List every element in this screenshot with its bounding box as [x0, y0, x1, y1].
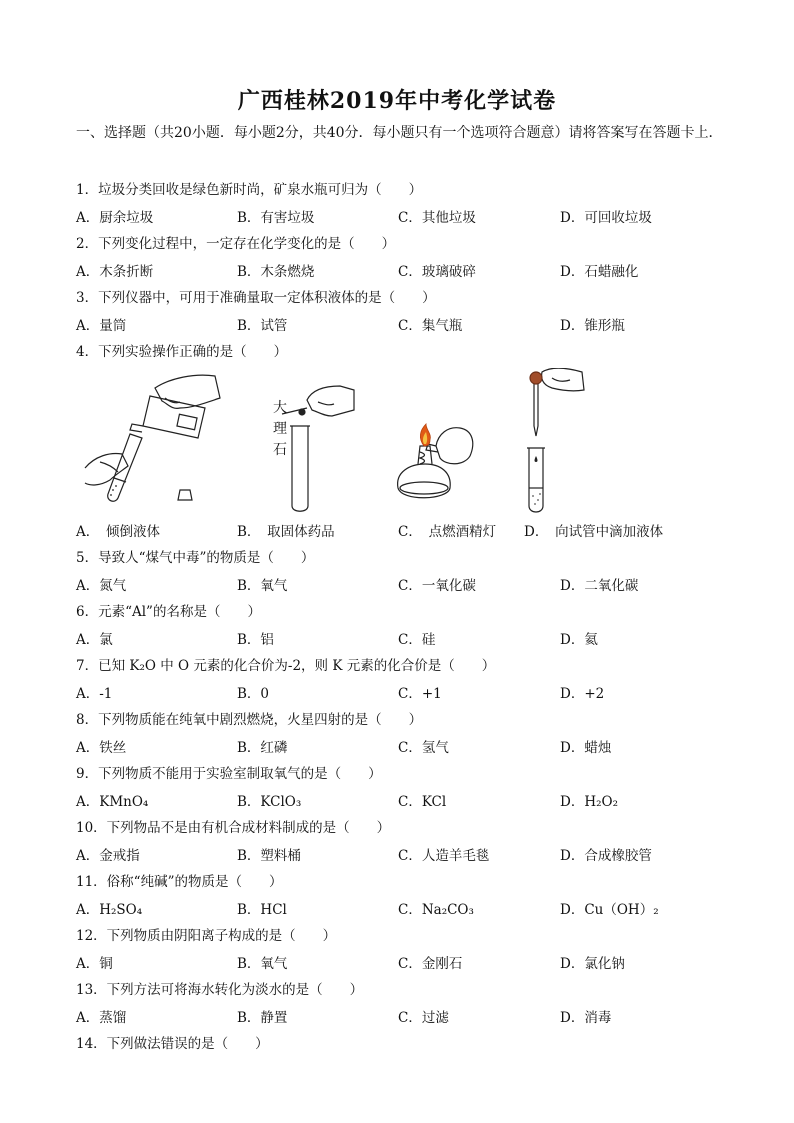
- question-options-11: [76, 898, 736, 918]
- question-stem-14: 14．下列做法错误的是（ ）: [76, 1036, 269, 1052]
- option-c: C．+1: [398, 686, 442, 702]
- question-stem-4: 4．下列实验操作正确的是（ ）: [76, 344, 288, 360]
- option-c: C．一氧化碳: [398, 578, 476, 594]
- question-options-2: [76, 260, 736, 280]
- question-options-3: [76, 314, 736, 334]
- option-b: B．木条燃烧: [237, 264, 315, 280]
- option-c: C．KCl: [398, 794, 447, 810]
- figure-caption-b: B． 取固体药品: [237, 524, 335, 540]
- option-c: C．硅: [398, 632, 436, 648]
- option-d: D．二氧化碳: [560, 578, 639, 594]
- question-stem-7: 7．已知 K₂O 中 O 元素的化合价为-2，则 K 元素的化合价是（ ）: [76, 658, 496, 674]
- question-stem-12: 12．下列物质由阴阳离子构成的是（ ）: [76, 928, 337, 944]
- question-options-10: [76, 844, 736, 864]
- option-b: B．静置: [237, 1010, 288, 1026]
- option-b: B．塑料桶: [237, 848, 301, 864]
- question-options-5: [76, 574, 736, 594]
- question-stem-6: 6．元素“Al”的名称是（ ）: [76, 604, 261, 620]
- option-d: D．氦: [560, 632, 598, 648]
- option-d: D．H₂O₂: [560, 794, 618, 810]
- figure-caption-c: C． 点燃酒精灯: [398, 524, 497, 540]
- option-b: B．有害垃圾: [237, 210, 315, 226]
- option-a: A．氯: [76, 632, 113, 648]
- option-c: C．其他垃圾: [398, 210, 476, 226]
- option-c: C．玻璃破碎: [398, 264, 476, 280]
- option-a: A．金戒指: [76, 848, 140, 864]
- option-d: D．合成橡胶管: [560, 848, 652, 864]
- question-options-7: [76, 682, 736, 702]
- option-a: A．铁丝: [76, 740, 127, 756]
- question-stem-10: 10．下列物品不是由有机合成材料制成的是（ ）: [76, 820, 391, 836]
- option-d: D．可回收垃圾: [560, 210, 652, 226]
- question-options-13: [76, 1006, 736, 1026]
- question-stem-3: 3．下列仪器中，可用于准确量取一定体积液体的是（ ）: [76, 290, 436, 306]
- option-a: A．量筒: [76, 318, 127, 334]
- option-a: A．铜: [76, 956, 113, 972]
- question-options-1: [76, 206, 736, 226]
- figure-caption-d: D． 向试管中滴加液体: [524, 524, 664, 540]
- option-d: D．石蜡融化: [560, 264, 639, 280]
- option-a: A．氮气: [76, 578, 127, 594]
- option-d: D．氯化钠: [560, 956, 625, 972]
- option-b: B．氧气: [237, 956, 288, 972]
- option-a: A．蒸馏: [76, 1010, 127, 1026]
- figure-caption-a: A． 倾倒液体: [76, 524, 160, 540]
- question-options-8: [76, 736, 736, 756]
- lighting-alcohol-lamp-figure: [390, 368, 480, 513]
- option-b: B．试管: [237, 318, 288, 334]
- option-c: C．过滤: [398, 1010, 449, 1026]
- option-d: D．锥形瓶: [560, 318, 625, 334]
- page-title: 广西桂林2019年中考化学试卷: [237, 88, 557, 114]
- option-a: A．木条折断: [76, 264, 154, 280]
- option-b: B．0: [237, 686, 270, 702]
- question-stem-1: 1．垃圾分类回收是绿色新时尚，矿泉水瓶可归为（ ）: [76, 182, 423, 198]
- option-b: B．铝: [237, 632, 274, 648]
- section-intro: 一、选择题（共20小题．每小题2分，共40分．每小题只有一个选项符合题意）请将答案写在答题卡上．: [76, 125, 723, 141]
- pouring-liquid-figure: [80, 368, 230, 513]
- question-options-12: [76, 952, 736, 972]
- question-options-6: [76, 628, 736, 648]
- option-a: A．H₂SO₄: [76, 902, 143, 918]
- option-a: A．-1: [76, 686, 113, 702]
- option-d: D．消毒: [560, 1010, 612, 1026]
- question-stem-5: 5．导致人“煤气中毒”的物质是（ ）: [76, 550, 315, 566]
- question-stem-8: 8．下列物质能在纯氧中剧烈燃烧，火星四射的是（ ）: [76, 712, 423, 728]
- option-c: C．金刚石: [398, 956, 463, 972]
- option-c: C．Na₂CO₃: [398, 902, 474, 918]
- option-d: D．蜡烛: [560, 740, 612, 756]
- question-stem-11: 11．俗称“纯碱”的物质是（ ）: [76, 874, 283, 890]
- question-options-9: [76, 790, 736, 810]
- option-b: B．氧气: [237, 578, 288, 594]
- option-c: C．集气瓶: [398, 318, 463, 334]
- question-stem-13: 13．下列方法可将海水转化为淡水的是（ ）: [76, 982, 364, 998]
- option-c: C．人造羊毛毯: [398, 848, 490, 864]
- option-a: A．KMnO₄: [76, 794, 149, 810]
- option-d: D．Cu（OH）₂: [560, 902, 659, 918]
- option-b: B．KClO₃: [237, 794, 302, 810]
- question-stem-9: 9．下列物质不能用于实验室制取氧气的是（ ）: [76, 766, 382, 782]
- option-c: C．氢气: [398, 740, 449, 756]
- marble-label: 大 理 石: [273, 400, 287, 458]
- dropping-liquid-figure: [512, 368, 602, 518]
- option-b: B．HCl: [237, 902, 287, 918]
- option-b: B．红磷: [237, 740, 288, 756]
- option-a: A．厨余垃圾: [76, 210, 154, 226]
- option-d: D．+2: [560, 686, 605, 702]
- question-stem-2: 2．下列变化过程中，一定存在化学变化的是（ ）: [76, 236, 396, 252]
